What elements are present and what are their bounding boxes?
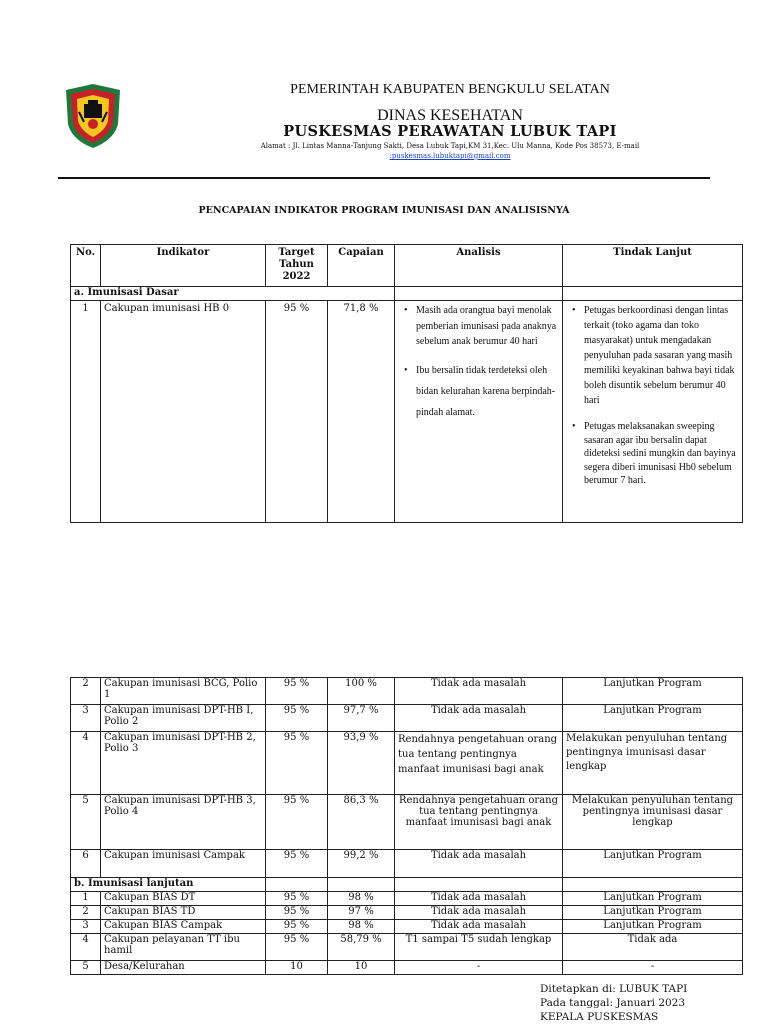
cell-target: 95 %	[266, 795, 328, 850]
col-header-no: No.	[71, 245, 101, 287]
table-row	[71, 892, 743, 906]
table-row	[71, 850, 743, 878]
section-row	[71, 878, 743, 892]
list-item: • Masih ada orangtua bayi menolak pemberian imunisasi pada anaknya sebelum anak berumur 40 hari	[398, 303, 559, 350]
section-label: a. Imunisasi Dasar	[71, 287, 395, 301]
header-address: Alamat : Jl. Lintas Manna-Tanjung Sakti, Desa Lubuk Tapi,KM 31,Kec. Ulu Manna, Kode Pos 38573, E-mail	[260, 142, 640, 150]
cell-indikator: Cakupan imunisasi BCG, Polio 1	[101, 678, 266, 705]
cell-indikator: Cakupan imunisasi DPT-HB I, Polio 2	[101, 705, 266, 732]
cell-tindak-lanjut: Melakukan penyuluhan tentang pentingnya imunisasi dasar lengkap	[563, 732, 743, 795]
cell-target: 95 %	[266, 920, 328, 934]
cell-indikator: Cakupan pelayanan TT ibu hamil	[101, 934, 266, 961]
cell-capaian: 97,7 %	[328, 705, 395, 732]
cell-indikator: Cakupan imunisasi DPT-HB 2, Polio 3	[101, 732, 266, 795]
signature-block	[540, 982, 687, 1024]
cell-analisis: Rendahnya pengetahuan orang tua tentang pentingnya manfaat imunisasi bagi anak	[395, 732, 563, 795]
table-row	[71, 678, 743, 705]
list-item: • Petugas berkoordinasi dengan lintas terkait (toko agama dan toko masyarakat) untuk mengadakan penyuluhan pada sasaran yang masih memiliki keyakinan bahwa bayi tidak boleh disuntik sebelum berumur 40 hari	[566, 303, 739, 408]
cell-indikator: Cakupan imunisasi Campak	[101, 850, 266, 878]
cell-capaian: 58,79 %	[328, 934, 395, 961]
cell-capaian: 10	[328, 961, 395, 975]
cell-analisis: Tidak ada masalah	[395, 678, 563, 705]
cell-target: 95 %	[266, 301, 328, 523]
col-header-analisis: Analisis	[395, 245, 563, 287]
header-department: DINAS KESEHATAN	[377, 107, 523, 124]
header-puskesmas: PUSKESMAS PERAWATAN LUBUK TAPI	[283, 123, 617, 140]
cell-indikator: Desa/Kelurahan	[101, 961, 266, 975]
cell-tindak-lanjut	[563, 301, 743, 523]
col-header-tindak-lanjut: Tindak Lanjut	[563, 245, 743, 287]
cell-no: 3	[71, 920, 101, 934]
header-email-link[interactable]: :puskesmas.lubuktapi@gmail.com	[389, 152, 511, 160]
cell-tindak-lanjut: Lanjutkan Program	[563, 850, 743, 878]
table-row	[71, 961, 743, 975]
cell-indikator: Cakupan BIAS Campak	[101, 920, 266, 934]
cell-capaian: 100 %	[328, 678, 395, 705]
col-header-capaian: Capaian	[328, 245, 395, 287]
section-label: b. Imunisasi lanjutan	[71, 878, 266, 892]
cell-capaian: 98 %	[328, 920, 395, 934]
cell-no: 1	[71, 892, 101, 906]
list-item: • Petugas melaksanakan sweeping sasaran agar ibu bersalin dapat dideteksi sedini mungkin dan bayinya segera diberi imunisasi Hb0 sebelum berumur 7 hari.	[566, 420, 739, 488]
cell-capaian: 98 %	[328, 892, 395, 906]
cell-no: 3	[71, 705, 101, 732]
cell-no: 5	[71, 795, 101, 850]
header-government: PEMERINTAH KABUPATEN BENGKULU SELATAN	[290, 82, 610, 97]
signature-title: KEPALA PUSKESMAS	[540, 1011, 659, 1023]
cell-target: 10	[266, 961, 328, 975]
table-row	[71, 920, 743, 934]
cell-target: 95 %	[266, 906, 328, 920]
cell-target: 95 %	[266, 934, 328, 961]
cell-tindak-lanjut: Lanjutkan Program	[563, 920, 743, 934]
cell-tindak-lanjut: Melakukan penyuluhan tentang pentingnya imunisasi dasar lengkap	[563, 795, 743, 850]
table-row	[71, 906, 743, 920]
cell-analisis: Tidak ada masalah	[395, 920, 563, 934]
signature-place: Ditetapkan di: LUBUK TAPI	[540, 983, 688, 995]
cell-indikator: Cakupan imunisasi HB 0	[101, 301, 266, 523]
cell-no: 4	[71, 732, 101, 795]
section-row	[71, 287, 743, 301]
cell-analisis: Tidak ada masalah	[395, 705, 563, 732]
cell-target: 95 %	[266, 892, 328, 906]
table-row	[71, 301, 743, 523]
table-row	[71, 795, 743, 850]
cell-no: 2	[71, 678, 101, 705]
cell-analisis: T1 sampai T5 sudah lengkap	[395, 934, 563, 961]
cell-analisis	[395, 301, 563, 523]
cell-capaian: 97 %	[328, 906, 395, 920]
cell-no: 2	[71, 906, 101, 920]
col-header-target: Target Tahun 2022	[266, 245, 328, 287]
cell-capaian: 99,2 %	[328, 850, 395, 878]
cell-tindak-lanjut: -	[563, 961, 743, 975]
table-row	[71, 705, 743, 732]
col-header-indikator: Indikator	[101, 245, 266, 287]
table-header-row	[71, 245, 743, 287]
cell-analisis: Rendahnya pengetahuan orang tua tentang pentingnya manfaat imunisasi bagi anak	[395, 795, 563, 850]
cell-analisis: Tidak ada masalah	[395, 892, 563, 906]
cell-capaian: 71,8 %	[328, 301, 395, 523]
cell-tindak-lanjut: Lanjutkan Program	[563, 892, 743, 906]
cell-capaian: 93,9 %	[328, 732, 395, 795]
cell-no: 1	[71, 301, 101, 523]
cell-target: 95 %	[266, 850, 328, 878]
cell-tindak-lanjut: Lanjutkan Program	[563, 705, 743, 732]
cell-tindak-lanjut: Lanjutkan Program	[563, 906, 743, 920]
cell-target: 95 %	[266, 732, 328, 795]
cell-indikator: Cakupan BIAS TD	[101, 906, 266, 920]
cell-target: 95 %	[266, 678, 328, 705]
cell-no: 6	[71, 850, 101, 878]
cell-no: 4	[71, 934, 101, 961]
signature-date: Pada tanggal: Januari 2023	[540, 997, 686, 1009]
cell-analisis: -	[395, 961, 563, 975]
document-title: PENCAPAIAN INDIKATOR PROGRAM IMUNISASI DAN ANALISISNYA	[198, 205, 570, 216]
cell-no: 5	[71, 961, 101, 975]
cell-capaian: 86,3 %	[328, 795, 395, 850]
cell-analisis: Tidak ada masalah	[395, 906, 563, 920]
indicator-table-part2	[70, 677, 743, 975]
cell-indikator: Cakupan imunisasi DPT-HB 3, Polio 4	[101, 795, 266, 850]
cell-target: 95 %	[266, 705, 328, 732]
table-row	[71, 732, 743, 795]
list-item: • Ibu bersalin tidak terdeteksi oleh bidan kelurahan karena berpindah-pindah alamat.	[398, 360, 559, 423]
header-divider	[58, 177, 710, 179]
cell-tindak-lanjut: Tidak ada	[563, 934, 743, 961]
indicator-table-part1	[70, 244, 743, 523]
cell-analisis: Tidak ada masalah	[395, 850, 563, 878]
cell-tindak-lanjut: Lanjutkan Program	[563, 678, 743, 705]
table-row	[71, 934, 743, 961]
cell-indikator: Cakupan BIAS DT	[101, 892, 266, 906]
